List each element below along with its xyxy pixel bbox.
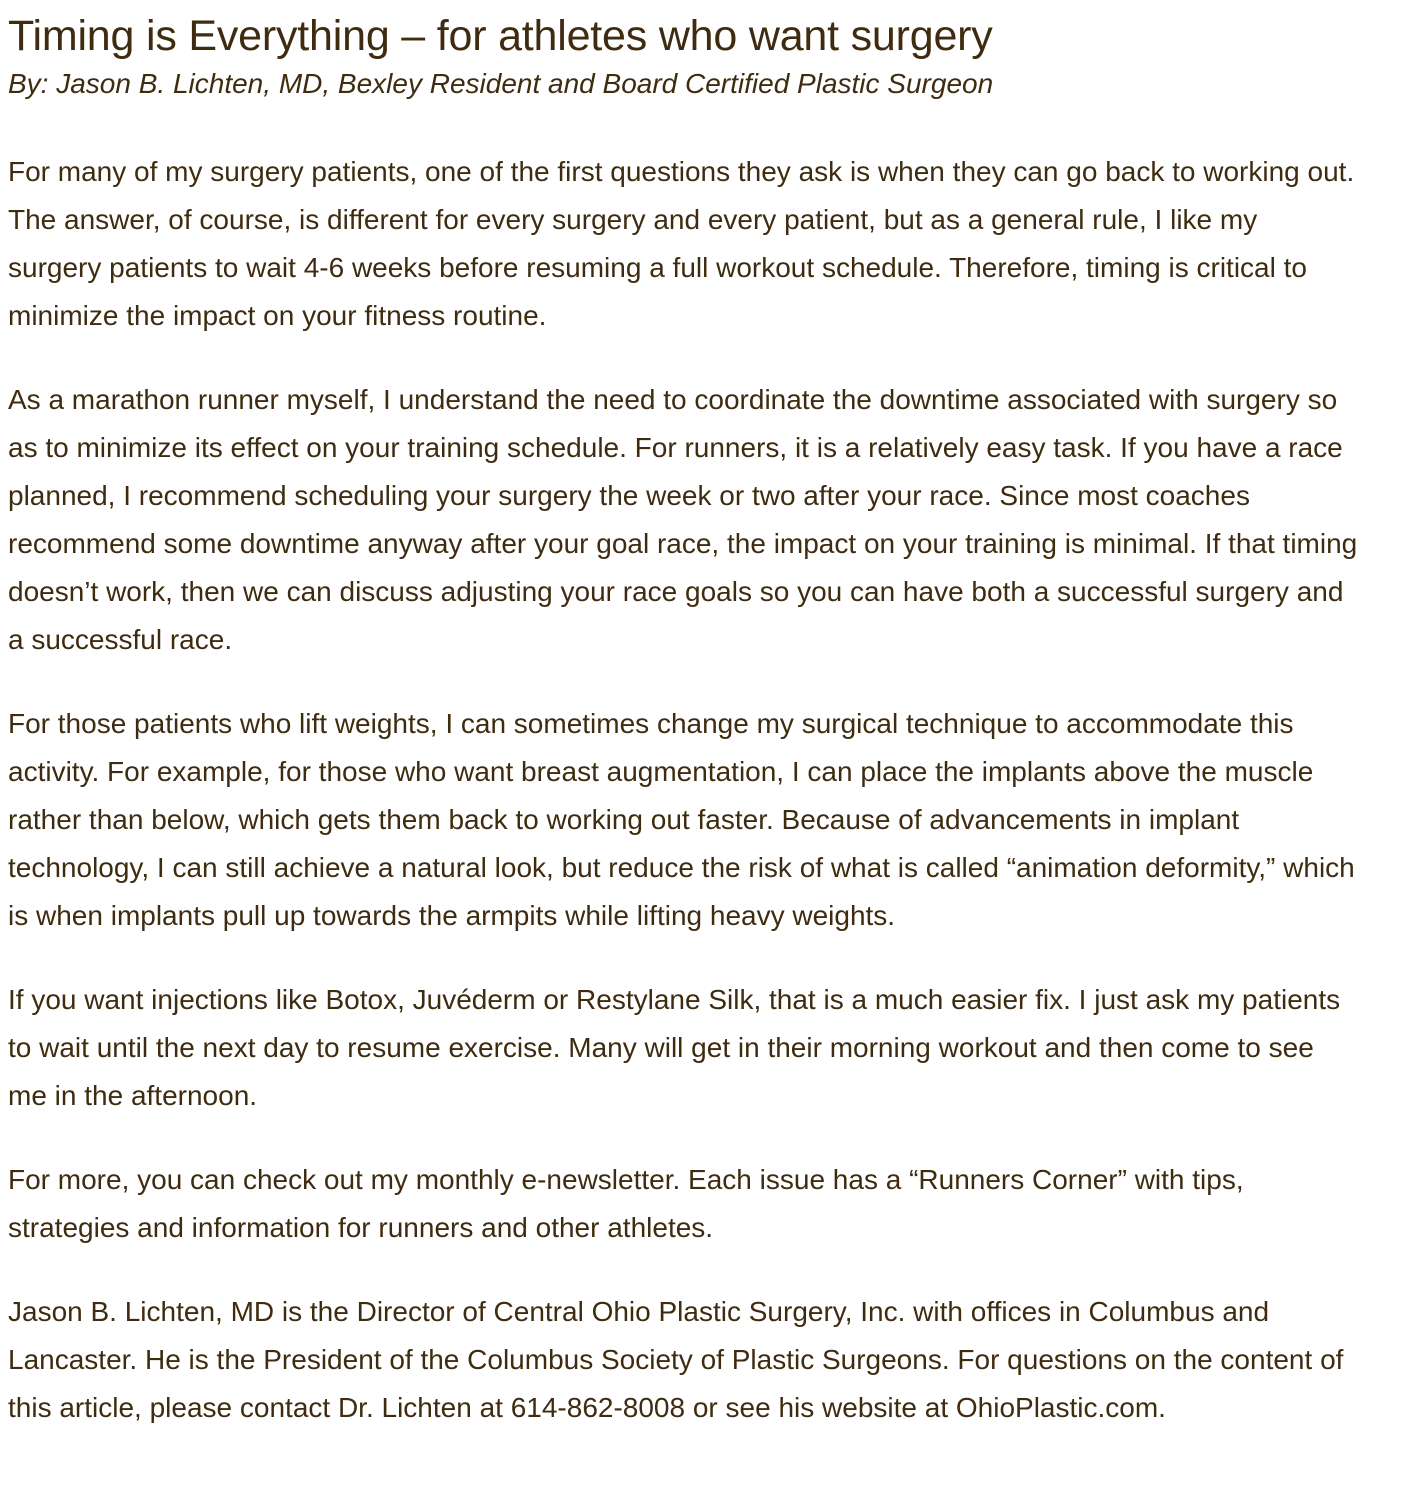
paragraph-return-to-workout: For many of my surgery patients, one of the first questions they ask is when they can go back to working out. The answer, of course, is different for every surgery and every patient, but as a general rule, I like my surgery patients to wait 4-6 weeks before resuming a full workout schedule. Therefore, timing is critical to minimize the impact on your fitness routine. bbox=[8, 156, 1355, 331]
article-byline: By: Jason B. Lichten, MD, Bexley Resident and Board Certified Plastic Surgeon bbox=[8, 68, 994, 99]
paragraph-injections: If you want injections like Botox, Juvéderm or Restylane Silk, that is a much easier fix. I just ask my patients to wait until the next day to resume exercise. Many will get in their morning workout and then come to see me in the afternoon. bbox=[8, 984, 1341, 1111]
paragraph-newsletter: For more, you can check out my monthly e-newsletter. Each issue has a “Runners Corner” with tips, strategies and information for runners and other athletes. bbox=[8, 1164, 1244, 1243]
paragraph-author-bio: Jason B. Lichten, MD is the Director of Central Ohio Plastic Surgery, Inc. with offices in Columbus and Lancaster. He is the President of the Columbus Society of Plastic Surgeons. For questions on the content of this article, please contact Dr. Lichten at 614-862-8008 or see his website at OhioPlastic.com. bbox=[8, 1296, 1344, 1423]
paragraph-runners: As a marathon runner myself, I understand the need to coordinate the downtime associated with surgery so as to minimize its effect on your training schedule. For runners, it is a relatively easy task. If you have a race planned, I recommend scheduling your surgery the week or two after your race. Since most coaches recommend some downtime anyway after your goal race, the impact on your training is minimal. If that timing doesn’t work, then we can discuss adjusting your race goals so you can have both a successful surgery and a successful race. bbox=[8, 384, 1358, 655]
paragraph-weight-lifters: For those patients who lift weights, I can sometimes change my surgical technique to accommodate this activity. For example, for those who want breast augmentation, I can place the implants above the muscle rather than below, which gets them back to working out faster. Because of advancements in implant technology, I can still achieve a natural look, but reduce the risk of what is called “animation deformity,” which is when implants pull up towards the armpits while lifting heavy weights. bbox=[8, 708, 1355, 931]
article-title: Timing is Everything – for athletes who want surgery bbox=[8, 12, 993, 60]
